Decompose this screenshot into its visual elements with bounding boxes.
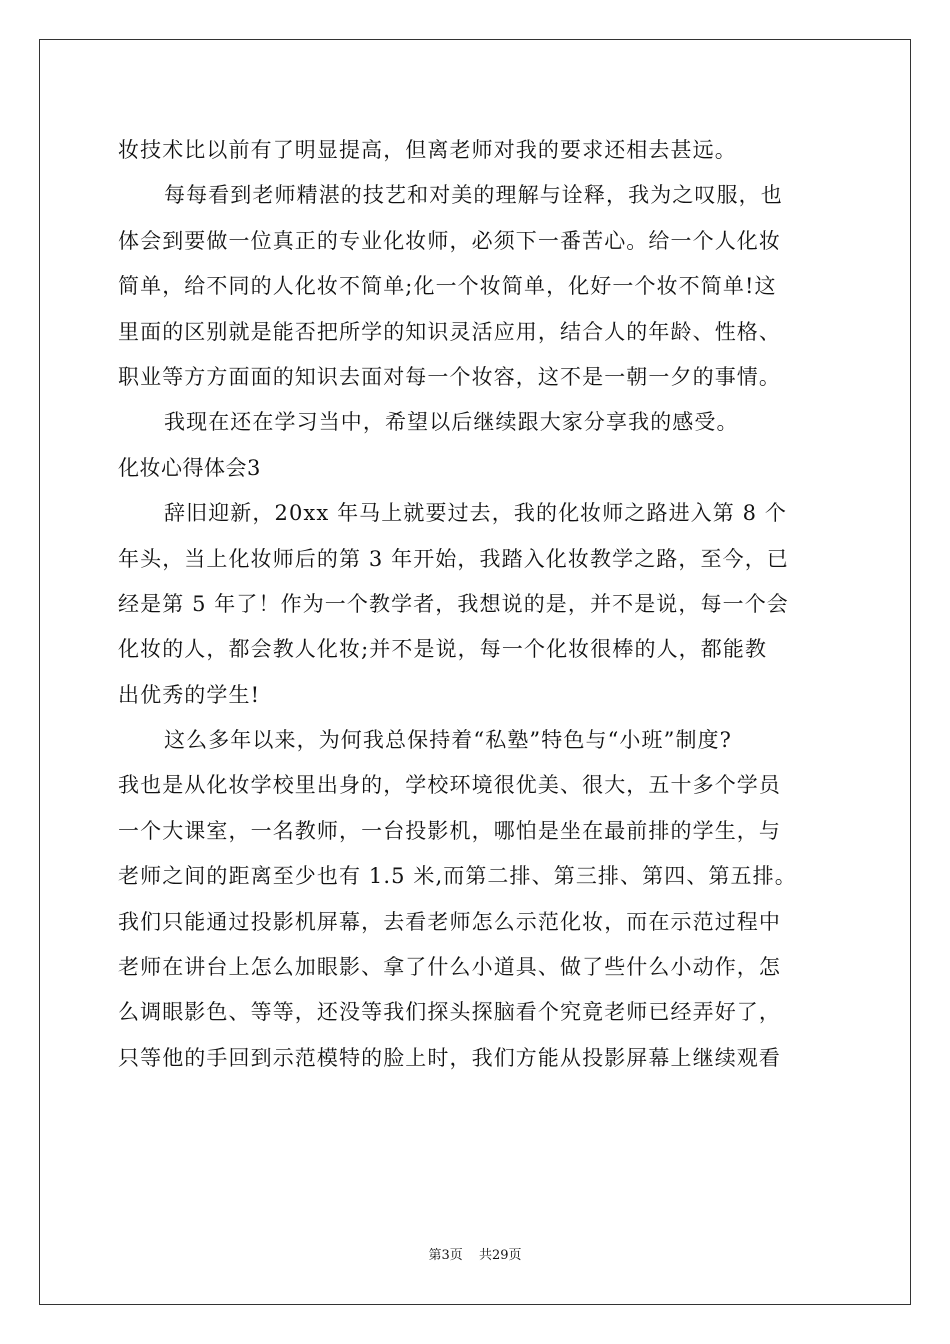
text-line: 职业等方方面面的知识去面对每一个妆容，这不是一朝一夕的事情。 [118, 364, 781, 389]
text-line: 妆技术比以前有了明显提高，但离老师对我的要求还相去甚远。 [118, 138, 737, 162]
page-number: 第3页 [428, 1248, 463, 1263]
document-body [118, 128, 858, 1081]
paragraph-first-line: 每每看到老师精湛的技艺和对美的理解与诠释，我为之叹服，也 [164, 183, 783, 208]
page-footer [0, 1244, 950, 1263]
text-line: 一个大课室，一名教师，一台投影机，哪怕是坐在最前排的学生，与 [118, 818, 781, 843]
text-line: 我们只能通过投影机屏幕，去看老师怎么示范化妆，而在示范过程中 [118, 909, 781, 934]
total-pages: 共29页 [478, 1248, 522, 1263]
paragraph-first-line: 我现在还在学习当中，希望以后继续跟大家分享我的感受。 [164, 410, 739, 435]
text-line: 体会到要做一位真正的专业化妆师，必须下一番苦心。给一个人化妆 [118, 228, 781, 253]
text-line: 年头，当上化妆师后的第 3 年开始，我踏入化妆教学之路，至今，已 [118, 546, 789, 571]
text-line: 只等他的手回到示范模特的脸上时，我们方能从投影屏幕上继续观看 [118, 1045, 781, 1070]
section-heading: 化妆心得体会3 [118, 455, 261, 480]
text-line: 经是第 5 年了！作为一个教学者，我想说的是，并不是说，每一个会 [118, 591, 789, 616]
text-line: 简单，给不同的人化妆不简单;化一个妆简单，化好一个妆不简单!这 [118, 274, 777, 299]
paragraph-first-line: 这么多年以来，为何我总保持着“私塾”特色与“小班”制度? [164, 728, 732, 753]
text-line: 老师之间的距离至少也有 1.5 米,而第二排、第三排、第四、第五排。 [118, 864, 797, 889]
text-line: 么调眼影色、等等，还没等我们探头探脑看个究竟老师已经弄好了， [118, 1000, 781, 1025]
text-line: 里面的区别就是能否把所学的知识灵活应用，结合人的年龄、性格、 [118, 319, 781, 344]
text-line: 我也是从化妆学校里出身的，学校环境很优美、很大，五十多个学员 [118, 773, 781, 798]
text-line: 化妆的人，都会教人化妆;并不是说，每一个化妆很棒的人，都能教 [118, 637, 768, 662]
paragraph-first-line: 辞旧迎新，20xx 年马上就要过去，我的化妆师之路进入第 8 个 [164, 501, 787, 526]
text-line: 出优秀的学生! [118, 682, 261, 707]
text-line: 老师在讲台上怎么加眼影、拿了什么小道具、做了些什么小动作，怎 [118, 955, 781, 980]
